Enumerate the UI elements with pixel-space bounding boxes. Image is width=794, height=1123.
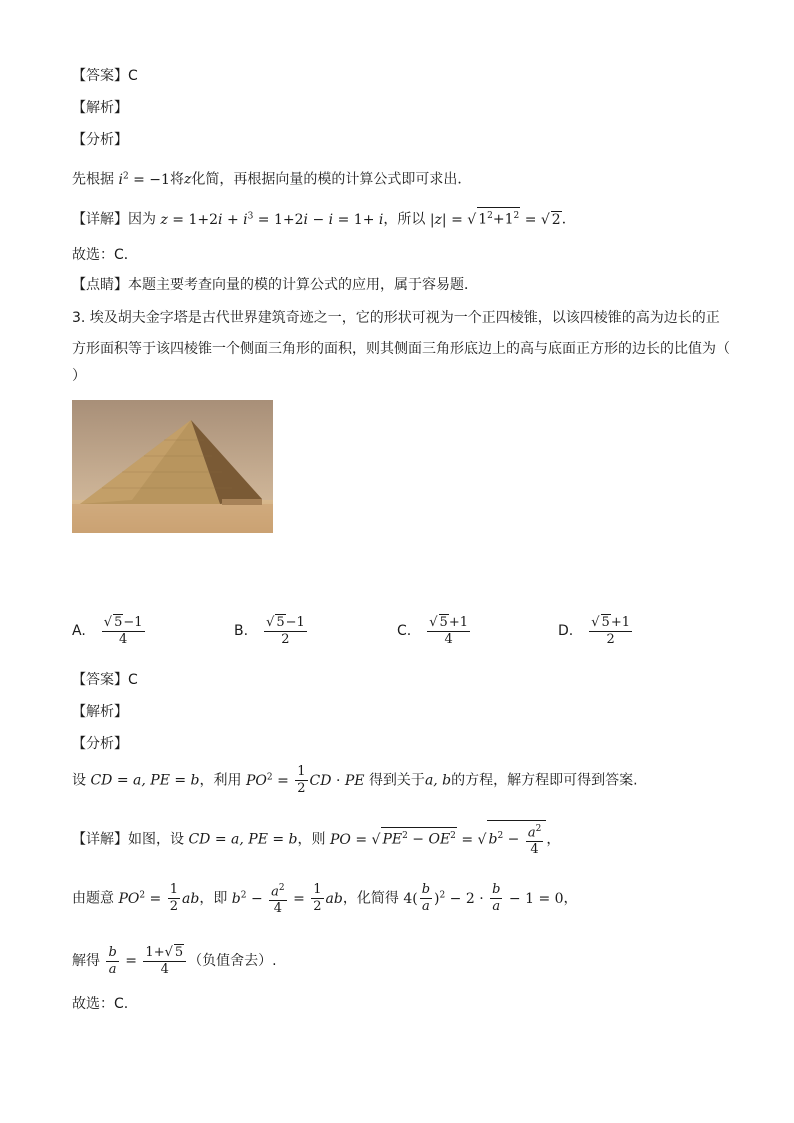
formula: CD = a, PE = b bbox=[90, 772, 200, 789]
q3-detail-line1: 【详解】如图，设 CD = a, PE = b，则 PO = √ $PE^2 - OE^2$ = √ $b^2$ − $\frac{a^2}{4}$ ， bbox=[72, 820, 560, 858]
formula: $z = 1+2i + i^3 = 1+2i - i = 1+ i$ bbox=[160, 211, 384, 228]
q2-conclusion: 故选：C． bbox=[72, 247, 138, 263]
option-d[interactable]: D. $\frac{√ 5+1}{2}$ bbox=[558, 615, 630, 647]
formula: $PO^2$ = $\frac{1}{2}$ CD · PE bbox=[245, 764, 365, 796]
q2-analysis-tag: 【解析】 bbox=[72, 100, 128, 116]
q3-analysis-tag: 【解析】 bbox=[72, 704, 128, 720]
q3-detail-line3: 解得 $\frac{b}{a}$ = $\frac{1+√ 5}{4}$ （负值舍去）. bbox=[72, 944, 277, 977]
answer-tag: 【答案】 bbox=[72, 68, 128, 84]
q3-stem-line3: ） bbox=[72, 368, 86, 384]
formula: $i^2 = -1$ bbox=[118, 171, 170, 188]
q3-conclusion: 故选：C. bbox=[72, 996, 129, 1012]
pyramid-photo bbox=[72, 400, 273, 533]
q3-answer-line: 【答案】C bbox=[72, 672, 138, 688]
q3-stem-line2: 方形面积等于该四棱锥一个侧面三角形的面积，则其侧面三角形底边上的高与底面正方形的边长的比值为（ bbox=[72, 341, 730, 357]
option-c[interactable]: C. $\frac{√ 5+1}{4}$ bbox=[397, 615, 468, 647]
formula: PO = √ $PE^2 - OE^2$ = √ $b^2$ − $\frac{a^2}{4}$ bbox=[330, 832, 546, 848]
formula: 4( $\frac{b}{a}$ )$^2$ − 2 · $\frac{b}{a}$ − 1 = 0 bbox=[403, 882, 564, 915]
q2-answer-line bbox=[72, 66, 138, 86]
formula: $\frac{b}{a}$ = $\frac{1+√ 5}{4}$ bbox=[104, 953, 188, 969]
q3-stem-line1: 3. 埃及胡夫金字塔是古代世界建筑奇迹之一，它的形状可视为一个正四棱锥，以该四棱锥的高为边长的正 bbox=[72, 310, 720, 326]
formula: |z| = √ $1^2+1^2$ = √ 2 bbox=[430, 212, 562, 228]
q3-fenxi: 设 CD = a, PE = b，利用 $PO^2$ = $\frac{1}{2}$ CD · PE 得到关于a, b的方程，解方程即可得到答案. bbox=[72, 764, 638, 796]
formula: $b^2$ − $\frac{a^2}{4}$ = $\frac{1}{2}$ ab bbox=[232, 891, 343, 907]
option-b[interactable]: B. $\frac{√ 5-1}{2}$ bbox=[234, 615, 305, 647]
q2-comment: 【点睛】本题主要考查向量的模的计算公式的应用，属于容易题． bbox=[72, 277, 478, 293]
q3-detail-line2: 由题意 $PO^2$ = $\frac{1}{2}$ ab，即 $b^2$ − $\frac{a^2}{4}$ = $\frac{1}{2}$ ab，化简得 4( $\frac{b}{a}$ )$^2$ − 2 · $\frac{b}{a}$ − 1 = 0， bbox=[72, 880, 578, 917]
q2-detail: 【详解】因为 $z = 1+2i + i^3 = 1+2i - i = 1+ i$，所以 |z| = √ $1^2+1^2$ = √ 2． bbox=[72, 206, 576, 230]
q3-fenxi-tag: 【分析】 bbox=[72, 736, 128, 752]
option-a[interactable]: A. $\frac{√ 5-1}{4}$ bbox=[72, 615, 143, 647]
formula: $PO^2$ = $\frac{1}{2}$ ab bbox=[118, 882, 200, 915]
formula: CD = a, PE = b bbox=[188, 831, 298, 848]
answer-value: C bbox=[128, 68, 138, 84]
q2-fenxi-text: 先根据 $i^2 = -1$将z化简，再根据向量的模的计算公式即可求出． bbox=[72, 171, 472, 188]
q2-fenxi-tag: 【分析】 bbox=[72, 132, 128, 148]
